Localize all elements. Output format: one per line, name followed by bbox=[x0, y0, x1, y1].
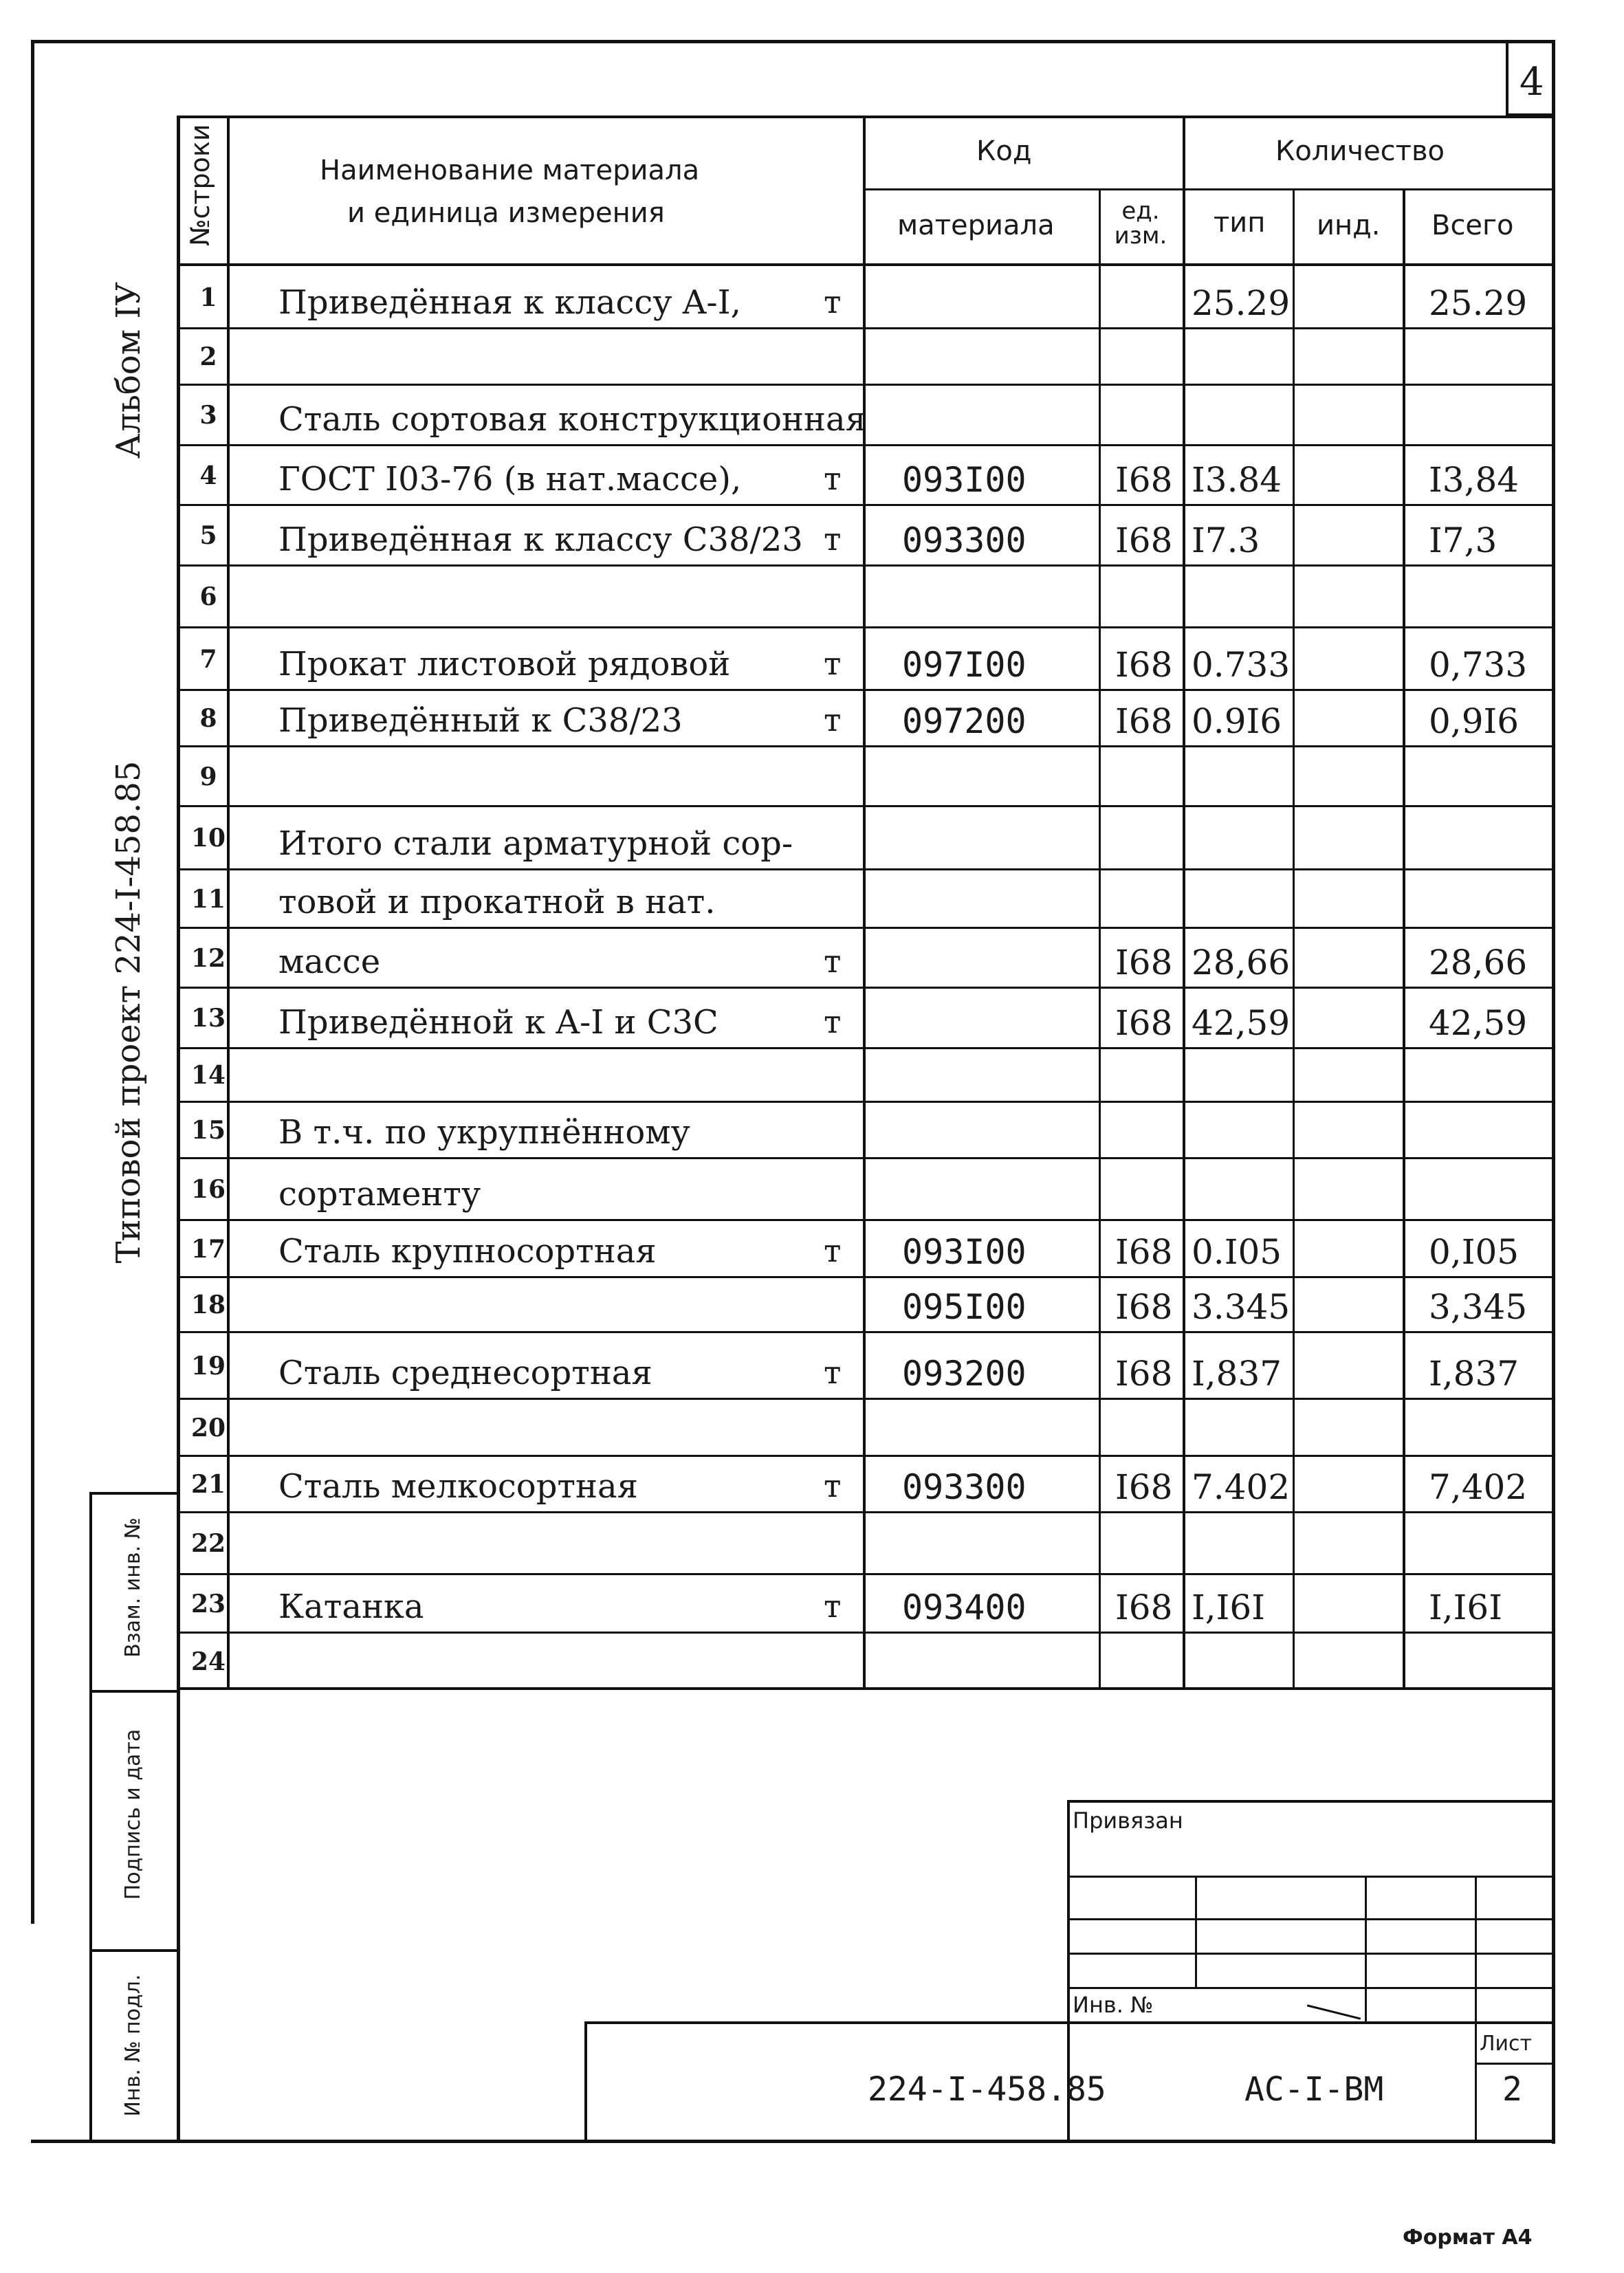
qty-total: 3,345 bbox=[1429, 1287, 1528, 1327]
measure-code: I68 bbox=[1115, 701, 1173, 741]
material-name: ГОСТ I03-76 (в нат.массе), bbox=[278, 460, 742, 498]
album-label: Альбом IУ bbox=[109, 281, 148, 459]
material-name: Сталь мелкосортная bbox=[278, 1467, 638, 1506]
row-number: 4 bbox=[199, 461, 217, 490]
measure-code: I68 bbox=[1115, 1287, 1173, 1327]
material-name: Катанка bbox=[278, 1588, 424, 1626]
row-number: 19 bbox=[190, 1352, 226, 1381]
row-number: 3 bbox=[199, 401, 217, 430]
sheet-label: Лист bbox=[1480, 2032, 1533, 2056]
material-name: Сталь среднесортная bbox=[278, 1354, 652, 1392]
qty-type: 0.I05 bbox=[1192, 1232, 1282, 1272]
table-row bbox=[0, 1277, 1624, 1332]
measure-code: I68 bbox=[1115, 1588, 1173, 1627]
table-row bbox=[0, 1332, 1624, 1399]
stamp-sign-date: Подпись и дата bbox=[121, 1728, 145, 1900]
material-code: 093200 bbox=[902, 1354, 1027, 1394]
qty-type: I7.3 bbox=[1192, 520, 1260, 560]
qty-total: I,837 bbox=[1429, 1354, 1519, 1394]
measure-code: I68 bbox=[1115, 1354, 1173, 1394]
stamp-inv-podl: Инв. № подл. bbox=[121, 1974, 145, 2117]
material-name: Прокат листовой рядовой bbox=[278, 645, 731, 683]
material-code: 095I00 bbox=[902, 1287, 1027, 1327]
material-name: Сталь сортовая конструкционная bbox=[278, 400, 866, 439]
row-number: 16 bbox=[190, 1175, 226, 1204]
qty-type: 28,66 bbox=[1192, 943, 1291, 982]
row-number: 9 bbox=[199, 762, 217, 791]
header-qty-type: тип bbox=[1214, 207, 1266, 239]
row-number: 15 bbox=[190, 1116, 226, 1145]
unit-symbol: т bbox=[824, 1588, 842, 1625]
table-row bbox=[0, 690, 1624, 747]
header-name-line2: и единица измерения bbox=[347, 197, 665, 229]
qty-type: 42,59 bbox=[1192, 1003, 1291, 1043]
row-number: 20 bbox=[190, 1414, 226, 1442]
table-row bbox=[0, 1456, 1624, 1513]
material-code: 093I00 bbox=[902, 460, 1027, 500]
qty-type: 3.345 bbox=[1192, 1287, 1291, 1327]
unit-symbol: т bbox=[824, 645, 842, 682]
privyazan-label: Привязан bbox=[1073, 1808, 1183, 1834]
row-number: 22 bbox=[190, 1529, 226, 1558]
doc-code: 224-I-458.85 bbox=[868, 2070, 1106, 2109]
table-row bbox=[0, 806, 1624, 870]
qty-total: 0,9I6 bbox=[1429, 701, 1519, 741]
qty-type: I3.84 bbox=[1192, 460, 1282, 500]
measure-code: I68 bbox=[1115, 1467, 1173, 1507]
row-number: 24 bbox=[190, 1647, 226, 1676]
material-code: 093300 bbox=[902, 1467, 1027, 1507]
material-name: Приведённая к классу A-I, bbox=[278, 283, 741, 322]
format-label: Формат А4 bbox=[1403, 2226, 1533, 2250]
material-code: 093300 bbox=[902, 520, 1027, 560]
table-row bbox=[0, 566, 1624, 628]
table-row bbox=[0, 928, 1624, 988]
doc-mark: AC-I-BM bbox=[1244, 2070, 1384, 2109]
material-name: товой и прокатной в нат. bbox=[278, 883, 716, 921]
measure-code: I68 bbox=[1115, 943, 1173, 982]
table-row bbox=[0, 1513, 1624, 1574]
measure-code: I68 bbox=[1115, 520, 1173, 560]
table-row bbox=[0, 1399, 1624, 1456]
row-number: 12 bbox=[190, 944, 226, 973]
material-code: 093I00 bbox=[902, 1232, 1027, 1272]
row-number: 14 bbox=[190, 1061, 226, 1090]
inv-no-label: Инв. № bbox=[1073, 1992, 1154, 2018]
header-row-no: №строки bbox=[185, 124, 215, 246]
row-number: 18 bbox=[190, 1291, 226, 1319]
unit-symbol: т bbox=[824, 1232, 842, 1269]
header-name-line1: Наименование материала bbox=[320, 155, 700, 186]
table-row bbox=[0, 1633, 1624, 1690]
material-name: Приведённой к A-I и C3C bbox=[278, 1003, 718, 1042]
sheet-corner-number: 4 bbox=[1519, 60, 1544, 105]
qty-total: 42,59 bbox=[1429, 1003, 1528, 1043]
material-code: 093400 bbox=[902, 1588, 1027, 1627]
header-code-group: Код bbox=[976, 135, 1032, 167]
header-qty-group: Количество bbox=[1275, 135, 1445, 167]
row-number: 23 bbox=[190, 1590, 226, 1618]
qty-total: I3,84 bbox=[1429, 460, 1519, 500]
qty-type: 0.733 bbox=[1192, 645, 1291, 685]
table-row bbox=[0, 329, 1624, 385]
qty-total: 0,I05 bbox=[1429, 1232, 1519, 1272]
table-row bbox=[0, 870, 1624, 928]
row-number: 8 bbox=[199, 704, 217, 733]
sheet-number: 2 bbox=[1502, 2070, 1522, 2109]
project-label: Типовой проект 224-I-458.85 bbox=[109, 760, 148, 1264]
measure-code: I68 bbox=[1115, 1003, 1173, 1043]
qty-total: I,I6I bbox=[1429, 1588, 1502, 1627]
unit-symbol: т bbox=[824, 283, 842, 320]
qty-total: 0,733 bbox=[1429, 645, 1528, 685]
material-code: 097200 bbox=[902, 701, 1027, 741]
table-row bbox=[0, 505, 1624, 566]
qty-total: 25.29 bbox=[1429, 283, 1528, 323]
qty-type: I,837 bbox=[1192, 1354, 1282, 1394]
qty-total: I7,3 bbox=[1429, 520, 1497, 560]
table-row bbox=[0, 385, 1624, 446]
header-code-unit: ед. изм. bbox=[1114, 197, 1167, 250]
header-qty-ind: инд. bbox=[1317, 210, 1381, 241]
unit-symbol: т bbox=[824, 943, 842, 980]
measure-code: I68 bbox=[1115, 645, 1173, 685]
row-number: 11 bbox=[190, 885, 226, 914]
material-name: массе bbox=[278, 943, 381, 981]
table-row bbox=[0, 266, 1624, 329]
table-row bbox=[0, 747, 1624, 806]
unit-symbol: т bbox=[824, 1467, 842, 1504]
qty-type: I,I6I bbox=[1192, 1588, 1265, 1627]
material-name: В т.ч. по укрупнённому bbox=[278, 1113, 690, 1152]
row-number: 5 bbox=[199, 521, 217, 550]
row-number: 13 bbox=[190, 1004, 226, 1033]
unit-symbol: т bbox=[824, 1354, 842, 1391]
stamp-inv-zam: Взам. инв. № bbox=[121, 1517, 145, 1658]
unit-symbol: т bbox=[824, 1003, 842, 1040]
row-number: 17 bbox=[190, 1235, 226, 1264]
measure-code: I68 bbox=[1115, 460, 1173, 500]
row-number: 6 bbox=[199, 582, 217, 611]
row-number: 2 bbox=[199, 342, 217, 371]
measure-code: I68 bbox=[1115, 1232, 1173, 1272]
material-code: 097I00 bbox=[902, 645, 1027, 685]
unit-symbol: т bbox=[824, 701, 842, 738]
material-name: сортаменту bbox=[278, 1175, 481, 1214]
unit-symbol: т bbox=[824, 520, 842, 558]
table-row bbox=[0, 1574, 1624, 1633]
header-code-material: материала bbox=[897, 210, 1055, 241]
qty-total: 28,66 bbox=[1429, 943, 1528, 982]
material-name: Приведённая к классу C38/23 bbox=[278, 520, 803, 559]
qty-type: 25.29 bbox=[1192, 283, 1291, 323]
qty-type: 7.402 bbox=[1192, 1467, 1291, 1507]
row-number: 7 bbox=[199, 645, 217, 674]
qty-total: 7,402 bbox=[1429, 1467, 1528, 1507]
row-number: 1 bbox=[199, 283, 217, 312]
table-row bbox=[0, 628, 1624, 690]
row-number: 10 bbox=[190, 824, 226, 853]
material-name: Итого стали арматурной сор- bbox=[278, 824, 793, 863]
row-number: 21 bbox=[190, 1470, 226, 1499]
table-row bbox=[0, 988, 1624, 1048]
qty-type: 0.9I6 bbox=[1192, 701, 1282, 741]
table-row bbox=[0, 1220, 1624, 1277]
table-row bbox=[0, 1102, 1624, 1159]
table-row bbox=[0, 1048, 1624, 1102]
header-qty-total: Всего bbox=[1431, 210, 1514, 241]
material-name: Сталь крупносортная bbox=[278, 1232, 657, 1271]
material-name: Приведённый к C38/23 bbox=[278, 701, 683, 740]
table-row bbox=[0, 446, 1624, 505]
unit-symbol: т bbox=[824, 460, 842, 497]
table-row bbox=[0, 1159, 1624, 1220]
